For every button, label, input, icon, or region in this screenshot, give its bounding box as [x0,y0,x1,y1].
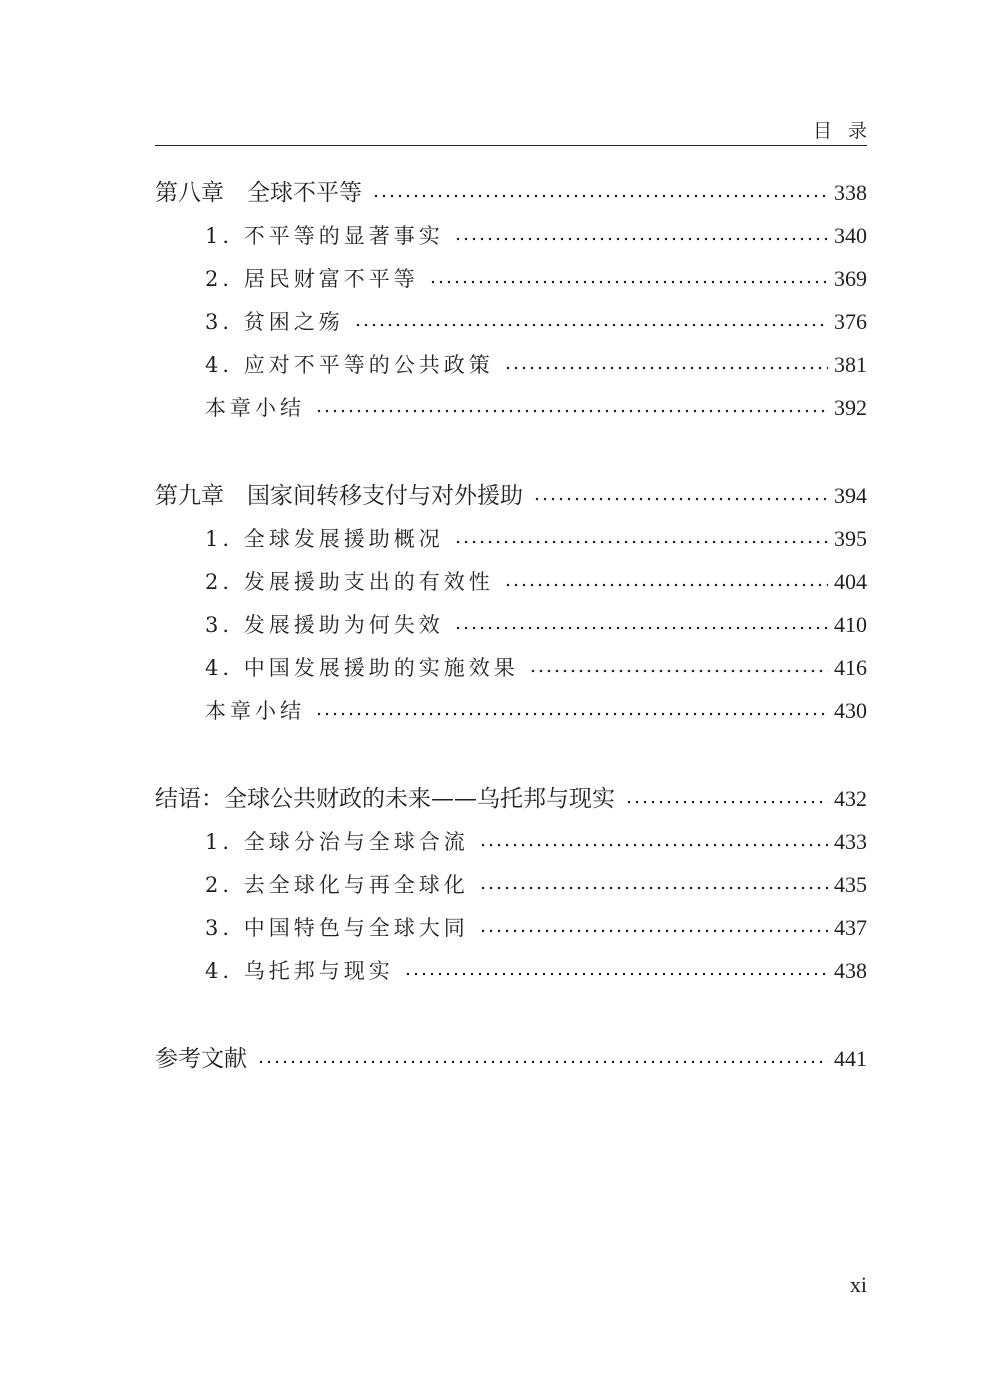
toc-page-number: 392 [834,395,867,420]
toc-item[interactable] [205,605,867,645]
toc-chapter-9[interactable] [155,476,867,516]
toc-title: 4. 应对不平等的公共政策 [205,353,494,377]
dot-leader [257,1060,828,1064]
dot-leader [315,712,828,716]
toc-page-number: 395 [834,526,867,551]
toc-item[interactable] [205,302,867,342]
toc-page-number: 437 [834,915,867,940]
toc-item[interactable] [205,691,867,731]
toc-page-number: 430 [834,698,867,723]
dot-leader [404,972,828,976]
dot-leader [504,583,828,587]
toc-item[interactable] [205,519,867,559]
dot-leader [479,929,828,933]
toc-title: 4. 中国发展援助的实施效果 [205,656,519,680]
dot-leader [479,843,828,847]
dot-leader [529,669,828,673]
dot-leader [625,800,828,804]
toc-page-number: 432 [834,786,867,811]
toc-page-number: 340 [834,223,867,248]
dot-leader [454,540,828,544]
dot-leader [454,237,828,241]
dot-leader [372,194,828,198]
toc-title: 1. 全球发展援助概况 [205,527,444,551]
toc-item[interactable] [205,822,867,862]
toc-page-number: 433 [834,829,867,854]
toc-page-number: 441 [834,1046,867,1071]
toc-page-number: 435 [834,872,867,897]
dot-leader [504,366,828,370]
toc-page-number: 416 [834,655,867,680]
dot-leader [354,323,828,327]
toc-item[interactable] [205,216,867,256]
toc-title: 2. 居民财富不平等 [205,267,419,291]
toc-references[interactable] [155,1039,867,1079]
toc-title: 结语：全球公共财政的未来——乌托邦与现实 [155,786,615,812]
toc-title: 参考文献 [155,1046,247,1072]
toc-title: 3. 发展援助为何失效 [205,613,444,637]
toc-title: 1. 全球分治与全球合流 [205,830,469,854]
toc-item[interactable] [205,388,867,428]
toc-title: 2. 发展援助支出的有效性 [205,570,494,594]
toc-item[interactable] [205,951,867,991]
dot-leader [479,886,828,890]
toc-title: 第九章 国家间转移支付与对外援助 [155,483,523,509]
dot-leader [533,497,828,501]
toc-page-number: 369 [834,266,867,291]
toc-item[interactable] [205,259,867,299]
running-head-title: 目录 [812,120,883,142]
dot-leader [454,626,828,630]
toc-chapter-8[interactable] [155,173,867,213]
toc-page-number: 338 [834,180,867,205]
toc-item[interactable] [205,648,867,688]
toc-title: 第八章 全球不平等 [155,180,362,206]
toc-title: 本章小结 [205,699,305,723]
toc-title: 3. 中国特色与全球大同 [205,916,469,940]
running-head [155,112,883,146]
toc-page-number: 376 [834,309,867,334]
toc-item[interactable] [205,562,867,602]
toc-item[interactable] [205,865,867,905]
toc-page-number: 381 [834,352,867,377]
toc-page-number: 438 [834,958,867,983]
dot-leader [429,280,828,284]
toc-page-number: 404 [834,569,867,594]
toc-conclusion[interactable] [155,779,867,819]
toc-item[interactable] [205,908,867,948]
toc-title: 3. 贫困之殇 [205,310,344,334]
toc-page-number: 410 [834,612,867,637]
toc-page-number: 394 [834,483,867,508]
toc-title: 4. 乌托邦与现实 [205,959,394,983]
toc-item[interactable] [205,345,867,385]
toc-title: 本章小结 [205,396,305,420]
page-folio: xi [849,1272,867,1297]
toc-title: 1. 不平等的显著事实 [205,224,444,248]
toc-title: 2. 去全球化与再全球化 [205,873,469,897]
dot-leader [315,409,828,413]
